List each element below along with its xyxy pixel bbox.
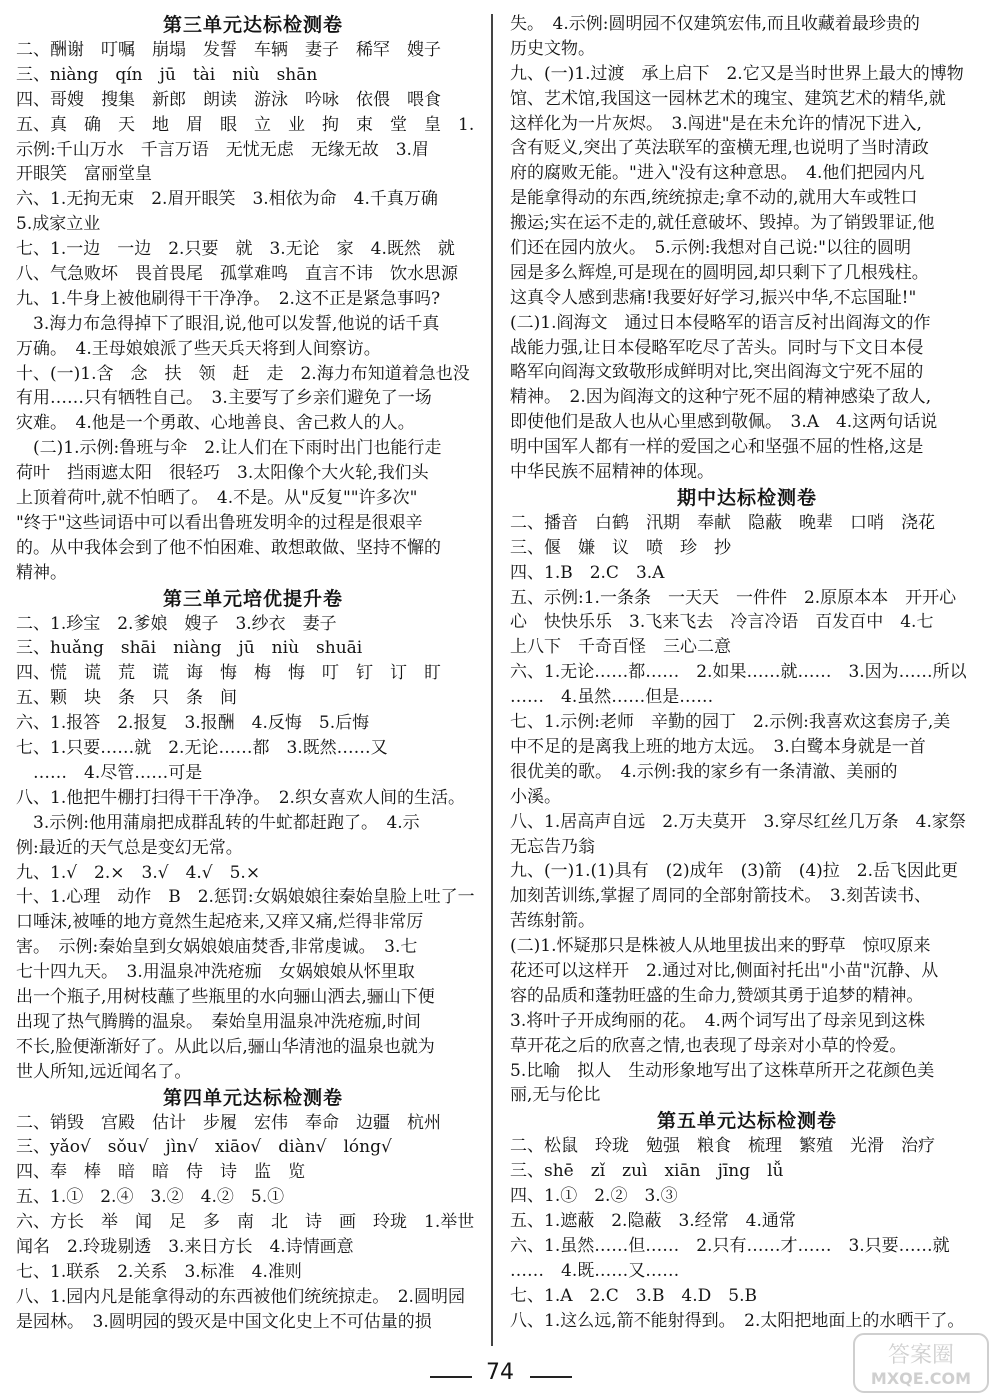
answer-line: 上顶着荷叶,就不怕晒了。 4.不是。从"反复""许多次" [16,488,418,509]
answer-line: 上八下 千奇百怪 三心二意 [510,637,731,658]
answer-line: 世人所知,远近闻名了。 [16,1061,192,1082]
answer-line: (二)1.阎海文 通过日本侵略军的语言反衬出阎海文的作 [510,312,931,333]
answer-line: 精神。 [16,562,67,583]
answer-line: 搬运;实在运不走的,就任意破坏、毁掉。为了销毁罪证,他 [510,213,935,234]
answer-line: 万确。 4.王母娘娘派了些天兵天将到人间察访。 [16,338,381,359]
watermark-logo [852,1332,990,1394]
answer-line: 有用……只有牺牲自己。 3.主要写了乡亲们避免了一场 [16,388,432,409]
right-column [510,12,984,1333]
page-number: 74 [486,1360,514,1385]
answer-line: …… 4.尽管……可是 [16,762,203,783]
answer-line: 八、气急败坏 畏首畏尾 孤掌难鸣 直言不讳 饮水思源 [16,264,458,285]
answer-line: 十、(一)1.含 念 扶 领 赶 走 2.海力布知道着急也没 [16,363,470,384]
answer-line: 灾难。 4.他是一个勇敢、心地善良、舍己救人的人。 [16,413,415,434]
answer-line: 三、huǎng shāi niàng jū niù shuāi [16,638,363,659]
answer-line: 五、颗 块 条 只 条 间 [16,688,237,709]
answer-line: 六、1.虽然……但…… 2.只有……才…… 3.只要……就 [510,1235,950,1256]
answer-line: 二、销毁 宫殿 估计 步履 宏伟 奉命 边疆 杭州 [16,1112,441,1133]
answer-line: 七、1.一边 一边 2.只要 就 3.无论 家 4.既然 就 [16,239,455,260]
answer-line: 八、1.居高声自远 2.万夫莫开 3.穿尽红丝几万条 4.家祭 [510,811,966,832]
answer-line: 八、1.他把牛棚打扫得干干净净。 2.织女喜欢人间的生活。 [16,787,465,808]
answer-line: 七十四九天。 3.用温泉冲洗疮痂 女娲娘娘从怀里取 [16,962,415,983]
answer-line: 四、慌 谎 荒 谎 诲 悔 梅 悔 叮 钉 订 盯 [16,663,441,684]
answer-line: 5.比喻 拟人 生动形象地写出了这株草所开之花颜色美 [510,1060,935,1081]
answer-line: 九、1.√ 2.× 3.√ 4.√ 5.× [16,862,261,883]
column-divider [491,14,493,1346]
answer-line: 出一个瓶子,用树枝蘸了些瓶里的水向骊山洒去,骊山下便 [16,986,435,1007]
answer-line: 五、真 确 天 地 眉 眼 立 业 拘 束 堂 皇 1. [16,114,475,135]
answer-line: 们还在园内放火。 5.示例:我想对自己说:"以往的圆明 [510,238,911,259]
answer-line: 馆、艺术馆,我国这一园林艺术的瑰宝、建筑艺术的精华,就 [510,88,946,109]
answer-line: 略军向阎海文致敬形成鲜明对比,突出阎海文宁死不屈的 [510,362,924,383]
watermark-text: 答案圈 [887,1343,955,1368]
answer-line: 八、1.园内凡是能拿得动的东西被他们统统掠走。 2.圆明园 [16,1286,465,1307]
answer-line: 荷叶 挡雨遮太阳 很轻巧 3.太阳像个大火轮,我们头 [16,463,429,484]
answer-line: 七、1.联系 2.关系 3.标准 4.准则 [16,1261,302,1282]
answer-line: 是园林。 3.圆明园的毁灭是中国文化史上不可估量的损 [16,1311,432,1332]
answer-line: (二)1.怀疑那只是株被人从地里拔出来的野草 惊叹原来 [510,936,931,957]
answer-line: 四、1.① 2.② 3.③ [510,1186,678,1207]
answer-line: 八、1.这么远,箭不能射得到。 2.太阳把地面上的水晒干了。 [510,1310,965,1331]
footer-dash-left [430,1376,472,1378]
answer-line: 九、1.牛身上被他刷得干干净净。 2.这不正是紧急事吗? [16,288,441,309]
answer-line: 即使他们是敌人也从心里感到敬佩。 3.A 4.这两句话说 [510,412,938,433]
answer-line: 3.海力布急得掉下了眼泪,说,他可以发誓,他说的话千真 [16,313,440,334]
answer-line: 丽,无与伦比 [510,1085,601,1106]
answer-line: 二、播音 白鹤 汛期 奉献 隐蔽 晚辈 口哨 浇花 [510,512,935,533]
section-heading: 期中达标检测卷 [676,486,817,509]
answer-line: 二、酬谢 叮嘱 崩塌 发誓 车辆 妻子 稀罕 嫂子 [16,40,441,60]
answer-line: 出现了热气腾腾的温泉。 秦始皇用温泉冲洗疮痂,时间 [16,1011,421,1032]
answer-line: 闻名 2.玲珑剔透 3.来日方长 4.诗情画意 [16,1236,354,1257]
answer-line: 中华民族不屈精神的体现。 [510,462,714,483]
answer-line: 心 快快乐乐 3.飞来飞去 冷言冷语 百发百中 4.七 [510,612,934,633]
answer-line: 无忘告乃翁 [510,836,595,857]
answer-line: 三、niàng qín jū tài niù shān [16,64,318,85]
answer-line: 失。 4.示例:圆明园不仅建筑宏伟,而且收藏着最珍贵的 [510,14,920,34]
answer-line: 五、1.① 2.④ 3.② 4.② 5.① [16,1187,285,1208]
answer-line: 5.成家立业 [16,214,101,235]
answer-line: 三、shē zǐ zuì xiān jīng lǚ [510,1161,784,1182]
section-heading: 第三单元达标检测卷 [162,14,343,36]
answer-line: 精神。 2.因为阎海文的这种宁死不屈的精神感染了敌人, [510,387,932,408]
answer-line: 七、1.只要……就 2.无论……都 3.既然……又 [16,738,388,759]
answer-line: 开眼笑 富丽堂皇 [16,164,152,185]
answer-line: 苦练射箭。 [510,911,595,932]
answer-line: 历史文物。 [510,38,595,59]
answer-line: "终于"这些词语中可以看出鲁班发明伞的过程是很艰辛 [16,512,423,533]
answer-line: 战能力强,让日本侵略军吃尽了苦头。同时与下文日本侵 [510,337,924,358]
section-heading: 第五单元达标检测卷 [656,1110,837,1133]
answer-line: 五、1.遮蔽 2.隐蔽 3.经常 4.通常 [510,1210,796,1231]
answer-line: 二、松鼠 玲珑 勉强 粮食 梳理 繁殖 光滑 治疗 [510,1136,935,1157]
answer-line: (二)1.示例:鲁班与伞 2.让人们在下雨时出门也能行走 [16,438,442,459]
answer-line: 花还可以这样开 2.通过对比,侧面衬托出"小苗"沉静、从 [510,960,939,981]
answer-line: 3.将叶子开成绚丽的花。 4.两个词写出了母亲见到这株 [510,1010,925,1031]
answer-line: 3.示例:他用蒲扇把成群乱转的牛虻都赶跑了。 4.示 [16,812,420,833]
answer-line: 很优美的歌。 4.示例:我的家乡有一条清澈、美丽的 [510,761,898,782]
answer-line: 草开花之后的欣喜之情,也表现了母亲对小草的怜爱。 [510,1035,907,1056]
answer-line: 不长,脸便渐渐好了。从此以后,骊山华清池的温泉也就为 [16,1036,435,1057]
answer-line: 这真令人感到悲痛!我要好好学习,振兴中华,不忘国耻!" [510,287,917,308]
left-column [16,12,490,1335]
answer-line: …… 4.虽然……但是…… [510,687,714,708]
answer-line: 明中国军人都有一样的爱国之心和坚强不屈的性格,这是 [510,437,924,458]
answer-line: 示例:千山万水 千言万语 无忧无虑 无缘无故 3.眉 [16,139,429,160]
section-heading: 第三单元培优提升卷 [162,587,343,610]
answer-line: 害。 示例:秦始皇到女娲娘娘庙焚香,非常虔诚。 3.七 [16,937,418,958]
section-heading: 第四单元达标检测卷 [162,1086,343,1109]
answer-line: 十、1.心理 动作 B 2.惩罚:女娲娘娘往秦始皇脸上吐了一 [16,887,475,908]
answer-line: 七、1.示例:老师 辛勤的园丁 2.示例:我喜欢这套房子,美 [510,712,951,733]
answer-line: 园是多么辉煌,可是现在的圆明园,却只剩下了几根残柱。 [510,262,929,283]
answer-line: 九、(一)1.过渡 承上启下 2.它又是当时世界上最大的博物 [510,63,964,84]
answer-line: 这样化为一片灰烬。 3.闯进"是在未允许的情况下进入, [510,113,922,134]
answer-line: 中不足的是离我上班的地方太远。 3.白鹭本身就是一首 [510,736,926,757]
answer-line: 三、yǎo√ sǒu√ jìn√ xiāo√ diàn√ lóng√ [16,1137,392,1158]
answer-line: 六、方长 举 闻 足 多 南 北 诗 画 玲珑 1.举世 [16,1212,475,1233]
answer-line: 例:最近的天气总是变幻无常。 [16,837,243,858]
answer-line: 小溪。 [510,786,561,807]
answer-line: 二、1.珍宝 2.爹娘 嫂子 3.纱衣 妻子 [16,613,337,634]
answer-line: 六、1.无拘无束 2.眉开眼笑 3.相依为命 4.千真万确 [16,189,438,210]
answer-line: …… 4.既……又…… [510,1260,680,1281]
watermark-url: MXQE.COM [870,1369,972,1388]
answer-line: 含有贬义,突出了英法联军的蛮横无理,也说明了当时清政 [510,138,929,159]
page-footer [0,1352,1000,1392]
answer-line: 四、奉 棒 暗 暗 侍 诗 监 览 [16,1162,305,1183]
answer-line: 五、示例:1.一条条 一天天 一件件 2.原原本本 开开心 [510,587,957,608]
answer-line: 口唾沫,被唾的地方竟然生起疮来,又痒又痛,烂得非常厉 [16,912,424,933]
answer-line: 四、1.B 2.C 3.A [510,562,665,583]
answer-line: 的。从中我体会到了他不怕困难、敢想敢做、坚持不懈的 [16,537,441,558]
answer-line: 六、1.报答 2.报复 3.报酬 4.反悔 5.后悔 [16,713,370,734]
answer-line: 六、1.无论……都…… 2.如果……就…… 3.因为……所以 [510,662,967,683]
answer-line: 加刻苦训练,掌握了周同的全部射箭技术。 3.刻苦读书、 [510,886,932,907]
answer-line: 九、(一)1.(1)具有 (2)成年 (3)箭 (4)拉 2.岳飞因此更 [510,861,959,882]
answer-line: 三、偃 嫌 议 喷 珍 抄 [510,537,731,558]
answer-line: 容的品质和蓬勃旺盛的生命力,赞颂其勇于追梦的精神。 [510,985,924,1006]
footer-dash-right [530,1376,572,1378]
answer-line: 是能拿得动的东西,统统掠走;拿不动的,就用大车或牲口 [510,188,918,209]
answer-line: 府的腐败无能。"进入"没有这种意思。 4.他们把园内凡 [510,163,925,184]
answer-line: 四、哥嫂 搜集 新郎 朗读 游泳 吟咏 依偎 喂食 [16,89,441,110]
answer-line: 七、1.A 2.C 3.B 4.D 5.B [510,1285,757,1306]
